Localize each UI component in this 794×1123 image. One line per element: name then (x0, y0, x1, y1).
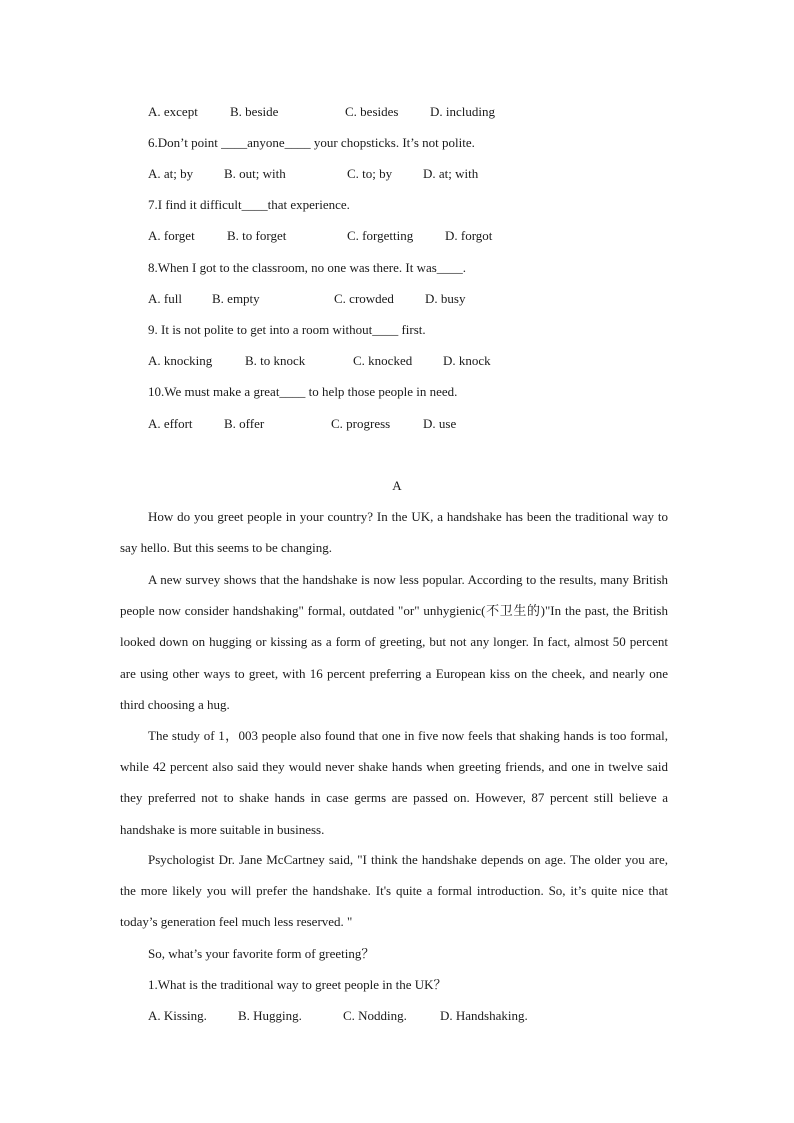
reading-q1-option-c: C. Nodding. (343, 1008, 407, 1023)
q8-option-c: C. crowded (334, 291, 394, 306)
q5-option-c: C. besides (345, 104, 399, 119)
q10-option-d: D. use (423, 416, 457, 431)
passage-paragraph-3-text: The study of 1，003 people also found that one in five now feels that shaking hands is too formal, while 42 percent also said they would never shake hands when greeting friends, and one in twelve said they preferred not to shake hands in case germs are passed on. However, 87 percent still believe a handshake is more suitable in business. (120, 728, 668, 837)
q8-option-b: B. empty (212, 291, 260, 306)
passage-paragraph-1-text: How do you greet people in your country? In the UK, a handshake has been the traditional way to say hello. But this seems to be changing. (120, 509, 668, 556)
q9-stem: 9. It is not polite to get into a room without____ first. (148, 322, 426, 337)
q8-option-d: D. busy (425, 291, 466, 306)
passage-heading: A (392, 478, 402, 493)
q5-option-d: D. including (430, 104, 495, 119)
q5-option-b: B. beside (230, 104, 279, 119)
reading-q1-option-a: A. Kissing. (148, 1008, 207, 1023)
q7-option-c: C. forgetting (347, 228, 414, 243)
q6-option-b: B. out; with (224, 166, 286, 181)
q8-stem: 8.When I got to the classroom, no one was there. It was____. (148, 260, 467, 275)
q7-stem: 7.I find it difficult____that experience. (148, 197, 350, 212)
passage-paragraph-4 (120, 844, 668, 938)
q9-option-b: B. to knock (245, 353, 306, 368)
passage-paragraph-3 (120, 720, 668, 845)
q6-option-a: A. at; by (148, 166, 194, 181)
q6-option-c: C. to; by (347, 166, 393, 181)
passage-paragraph-4-text: Psychologist Dr. Jane McCartney said, "I think the handshake depends on age. The older you are, the more likely you will prefer the handshake. It's quite a formal introduction. So, it’s quite nice that today’s generation feel much less reserved. " (120, 852, 668, 930)
q8-option-a: A. full (148, 291, 182, 306)
q7-option-d: D. forgot (445, 228, 493, 243)
q7-option-a: A. forget (148, 228, 195, 243)
passage-paragraph-2-text: A new survey shows that the handshake is now less popular. According to the results, many British people now consider handshaking" formal, outdated "or" unhygienic(不卫生的)"In the past, the British looked down on hugging or kissing as a form of greeting, but not any longer. In fact, almost 50 percent are using other ways to greet, with 16 percent preferring a European kiss on the cheek, and nearly one third choosing a hug. (120, 572, 668, 712)
q9-option-c: C. knocked (353, 353, 413, 368)
q10-option-a: A. effort (148, 416, 193, 431)
passage-paragraph-2 (120, 564, 668, 720)
passage-paragraph-1 (120, 501, 668, 563)
passage-paragraph-5-text: So, what’s your favorite form of greeting？ (148, 946, 375, 961)
q6-option-d: D. at; with (423, 166, 479, 181)
reading-q1-option-b: B. Hugging. (238, 1008, 302, 1023)
q10-option-c: C. progress (331, 416, 391, 431)
q9-option-a: A. knocking (148, 353, 213, 368)
q6-stem: 6.Don’t point ____anyone____ your chopsticks. It’s not polite. (148, 135, 475, 150)
q10-option-b: B. offer (224, 416, 265, 431)
passage-paragraph-5 (120, 938, 668, 969)
q7-option-b: B. to forget (227, 228, 287, 243)
q10-stem: 10.We must make a great____ to help those people in need. (148, 384, 458, 399)
reading-q1-stem: 1.What is the traditional way to greet people in the UK？ (148, 977, 447, 992)
reading-q1-option-d: D. Handshaking. (440, 1008, 528, 1023)
q5-option-a: A. except (148, 104, 198, 119)
q9-option-d: D. knock (443, 353, 491, 368)
